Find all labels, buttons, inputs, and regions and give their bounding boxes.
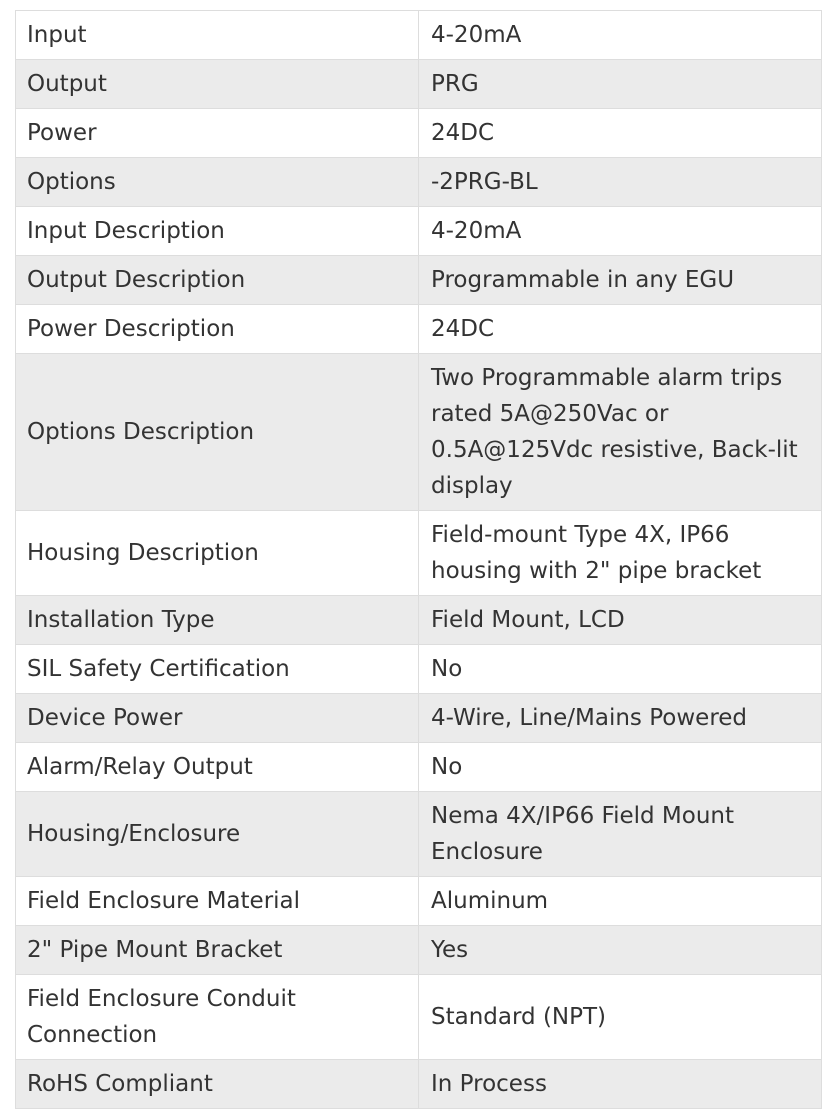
spec-label: Housing Description xyxy=(16,511,419,596)
spec-value: Aluminum xyxy=(419,877,822,926)
spec-value: Field Mount, LCD xyxy=(419,596,822,645)
spec-label: Field Enclosure Conduit Connection xyxy=(16,975,419,1060)
spec-label: Housing/Enclosure xyxy=(16,792,419,877)
spec-label: Field Enclosure Material xyxy=(16,877,419,926)
spec-value: Standard (NPT) xyxy=(419,975,822,1060)
spec-label: Input xyxy=(16,11,419,60)
spec-label: Installation Type xyxy=(16,596,419,645)
spec-label: Output xyxy=(16,60,419,109)
table-row xyxy=(16,792,822,877)
table-row xyxy=(16,743,822,792)
spec-label: Alarm/Relay Output xyxy=(16,743,419,792)
spec-label: SIL Safety Certification xyxy=(16,645,419,694)
spec-label: 2" Pipe Mount Bracket xyxy=(16,926,419,975)
table-row xyxy=(16,305,822,354)
spec-value: Two Programmable alarm trips rated 5A@250Vac or 0.5A@125Vdc resistive, Back-lit display xyxy=(419,354,822,511)
specifications-table xyxy=(15,10,822,1109)
spec-value: In Process xyxy=(419,1060,822,1109)
table-row xyxy=(16,596,822,645)
spec-value: 4-20mA xyxy=(419,207,822,256)
spec-value: PRG xyxy=(419,60,822,109)
spec-value: Programmable in any EGU xyxy=(419,256,822,305)
table-row xyxy=(16,109,822,158)
spec-value: 4-20mA xyxy=(419,11,822,60)
table-row xyxy=(16,60,822,109)
spec-value: No xyxy=(419,743,822,792)
spec-value: 24DC xyxy=(419,109,822,158)
spec-value: Nema 4X/IP66 Field Mount Enclosure xyxy=(419,792,822,877)
spec-label: Device Power xyxy=(16,694,419,743)
spec-label: Options xyxy=(16,158,419,207)
table-row xyxy=(16,11,822,60)
spec-label: Output Description xyxy=(16,256,419,305)
table-row xyxy=(16,1060,822,1109)
spec-label: Options Description xyxy=(16,354,419,511)
spec-value: 24DC xyxy=(419,305,822,354)
table-row xyxy=(16,645,822,694)
spec-label: Power xyxy=(16,109,419,158)
table-row xyxy=(16,207,822,256)
spec-value: Yes xyxy=(419,926,822,975)
table-row xyxy=(16,256,822,305)
table-row xyxy=(16,975,822,1060)
table-row xyxy=(16,877,822,926)
spec-label: Power Description xyxy=(16,305,419,354)
table-row xyxy=(16,511,822,596)
table-row xyxy=(16,354,822,511)
spec-label: Input Description xyxy=(16,207,419,256)
spec-value: No xyxy=(419,645,822,694)
spec-label: RoHS Compliant xyxy=(16,1060,419,1109)
table-row xyxy=(16,926,822,975)
table-row xyxy=(16,694,822,743)
table-row xyxy=(16,158,822,207)
spec-value: Field-mount Type 4X, IP66 housing with 2" pipe bracket xyxy=(419,511,822,596)
spec-value: -2PRG-BL xyxy=(419,158,822,207)
spec-value: 4-Wire, Line/Mains Powered xyxy=(419,694,822,743)
